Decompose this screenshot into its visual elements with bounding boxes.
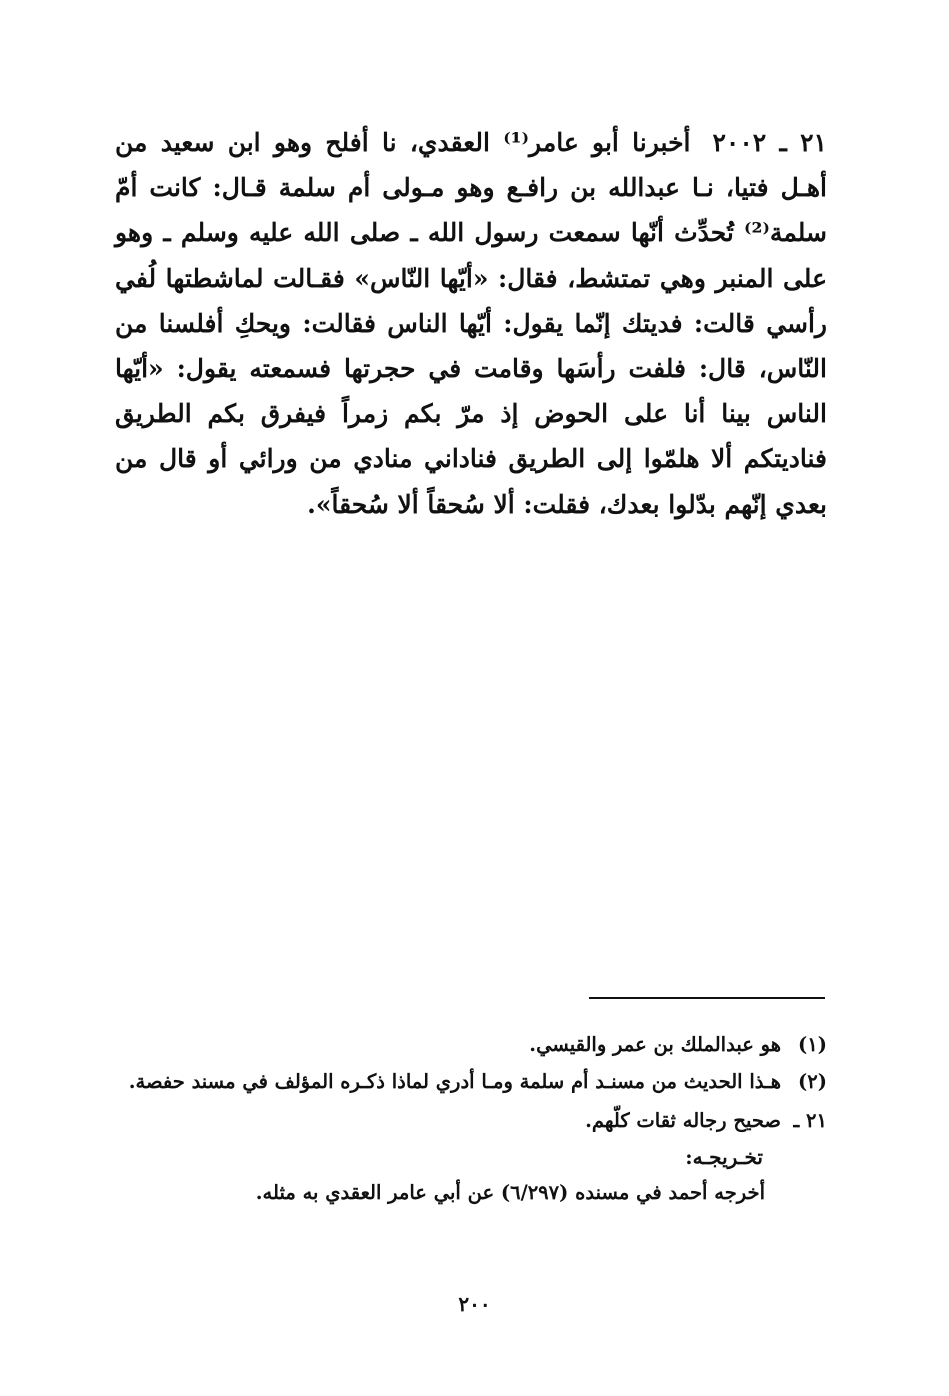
footnote-number: (٢) — [798, 1070, 827, 1093]
footnote-text: صحيح رجاله ثقات كلّهم. — [585, 1109, 781, 1132]
footnote-text: هـذا الحديث من مسنـد أم سلمة ومـا أدري لماذا ذكـره المؤلف في مسند حفصة. — [128, 1070, 781, 1093]
footnotes — [115, 1026, 827, 1211]
footnote-separator — [589, 997, 825, 999]
takhrij-heading — [115, 1139, 827, 1175]
footnote-text: هو عبدالملك بن عمر والقيسي. — [529, 1033, 781, 1056]
footnote-number: (١) — [798, 1033, 827, 1056]
footnote-1 — [115, 1026, 827, 1063]
takhrij-heading-text: تخـريجـه: — [685, 1145, 763, 1169]
hadith-number: ٢١ ـ ٢٠٠٢ — [712, 128, 827, 157]
footnote-number: ٢١ ـ — [793, 1109, 827, 1132]
footnote-2 — [115, 1063, 827, 1100]
footnote-21 — [115, 1102, 827, 1139]
takhrij-text: أخرجه أحمد في مسنده (٦/٢٩٧) عن أبي عامر العقدي به مثله. — [255, 1181, 765, 1204]
hadith-body: أخبرنا أبو عامر⁽¹⁾ العقدي، نا أفلح وهو ابن سعيد من أهـل فتيا، نـا عبدالله بن رافـع وهو مـولى أم سلمة قـال: كانت أمّ سلمة⁽²⁾ تُحدِّث أنّها سمعت رسول الله ـ صلى الله عليه وسلم ـ وهو على المنبر وهي تمتشط، فقال: «أيّها النّاس» فقـالت لماشطتها لُفي رأسي قالت: فديتك إنّما يقول: أيّها الناس فقالت: ويحكِ أفلسنا من النّاس، قال: فلفت رأسَها وقامت في حجرتها فسمعته يقول: «أيّها الناس بينا أنا على الحوض إذ مرّ بكم زمراً فيفرق بكم الطريق فناديتكم ألا هلمّوا إلى الطريق فناداني منادي من ورائي أو قال من بعدي إنّهم بدّلوا بعدك، فقلت: ألا سُحقاً ألا سُحقاً». — [115, 128, 827, 519]
hadith-text — [115, 120, 827, 527]
page-number: ٢٠٠ — [458, 1292, 491, 1316]
